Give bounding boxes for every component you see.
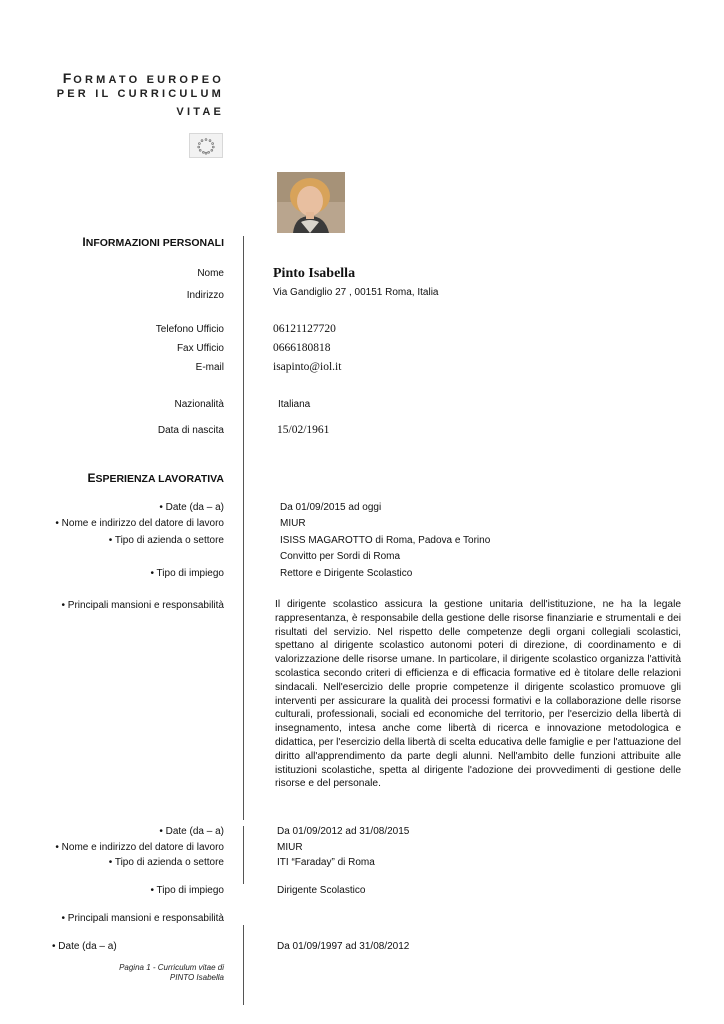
job1-azienda-value-2: Convitto per Sordi di Roma [280,551,401,562]
column-divider-upper [243,236,244,820]
cv-title-line-1: FORMATO EUROPEO [62,70,224,86]
job2-mansioni-label: • Principali mansioni e responsabilità [61,913,224,924]
job1-mansioni-label: • Principali mansioni e responsabilità [61,600,224,611]
column-divider-lower [243,925,244,1005]
job1-datore-value: MIUR [280,518,306,529]
column-divider-middle [243,826,244,884]
email-label: E-mail [195,362,224,373]
job3-date-label: • Date (da – a) [52,941,117,952]
nascita-label: Data di nascita [157,425,224,436]
section-heading-experience: ESPERIENZA LAVORATIVA [87,471,224,485]
page-footer [119,963,224,983]
fax-value: 0666180818 [273,342,331,354]
nome-value: Pinto Isabella [273,266,356,281]
job1-azienda-value-1: ISISS MAGAROTTO di Roma, Padova e Torino [280,535,491,546]
fax-label: Fax Ufficio [176,343,224,354]
email-value[interactable]: isapinto@iol.it [273,361,342,373]
telefono-value: 06121127720 [273,323,336,335]
job3-date-value: Da 01/09/1997 ad 31/08/2012 [277,941,410,952]
job2-date-value: Da 01/09/2012 ad 31/08/2015 [277,826,410,837]
job1-datore-label: • Nome e indirizzo del datore di lavoro [55,518,224,529]
profile-photo [277,172,345,233]
job1-impiego-label: • Tipo di impiego [150,568,224,579]
nome-label: Nome [197,268,224,279]
job1-date-value: Da 01/09/2015 ad oggi [280,502,382,513]
section-heading-personal: INFORMAZIONI PERSONALI [82,235,224,249]
job1-azienda-label: • Tipo di azienda o settore [108,535,224,546]
cv-title-line-3: VITAE [176,106,224,118]
indirizzo-value: Via Gandiglio 27 , 00151 Roma, Italia [273,287,439,298]
job2-datore-label: • Nome e indirizzo del datore di lavoro [55,842,224,853]
indirizzo-label: Indirizzo [186,290,224,301]
job1-impiego-value: Rettore e Dirigente Scolastico [280,568,413,579]
eu-flag-icon [189,133,223,158]
cv-title-line-2: PER IL CURRICULUM [56,88,224,100]
telefono-label: Telefono Ufficio [155,324,224,335]
nazionalita-label: Nazionalità [174,399,224,410]
job2-impiego-value: Dirigente Scolastico [277,885,366,896]
job2-date-label: • Date (da – a) [159,826,224,837]
job2-datore-value: MIUR [277,842,303,853]
footer-line-2: PINTO Isabella [169,973,224,982]
nazionalita-value: Italiana [278,399,311,410]
footer-line-1: Pagina 1 - Curriculum vitae di [119,963,224,972]
job1-mansioni-text: Il dirigente scolastico assicura la gestione unitaria dell'istituzione, ne ha la legale rappresentanza, è responsabile della gestione delle risorse finanziarie e strumentali e dei risultati del servizio. Nel rispetto delle competenze degli organi collegiali scolastici, spettano al dirigente scolastico autonomi poteri di direzione, di coordinamento e di valorizzazione delle risorse umane. In particolare, il dirigente scolastico organizza l'attività scolastica secondo criteri di efficienza e di efficacia formative ed è titolare delle relazioni sindacali. Nell'esercizio delle proprie competenze il dirigente scolastico promuove gli interventi per assicurare la qualità dei processi formativi e la collaborazione delle risorse culturali, professionali, sociali ed economiche del territorio, per l'esercizio della libertà di insegnamento, intesa anche come libertà di ricerca e innovazione metodologica e didattica, per l'esercizio della libertà di scelta educativa delle famiglie e per l'attuazione del diritto all'apprendimento da parte degli alunni. Nell'ambito delle funzioni attribuite alle istituzioni scolastiche, spetta al dirigente l'adozione dei provvedimenti di gestione delle risorse e del personale. [275,599,681,790]
job2-azienda-value: ITI “Faraday” di Roma [277,857,375,868]
job2-impiego-label: • Tipo di impiego [150,885,224,896]
nascita-value: 15/02/1961 [277,424,330,436]
job1-date-label: • Date (da – a) [159,502,224,513]
job2-azienda-label: • Tipo di azienda o settore [108,857,224,868]
